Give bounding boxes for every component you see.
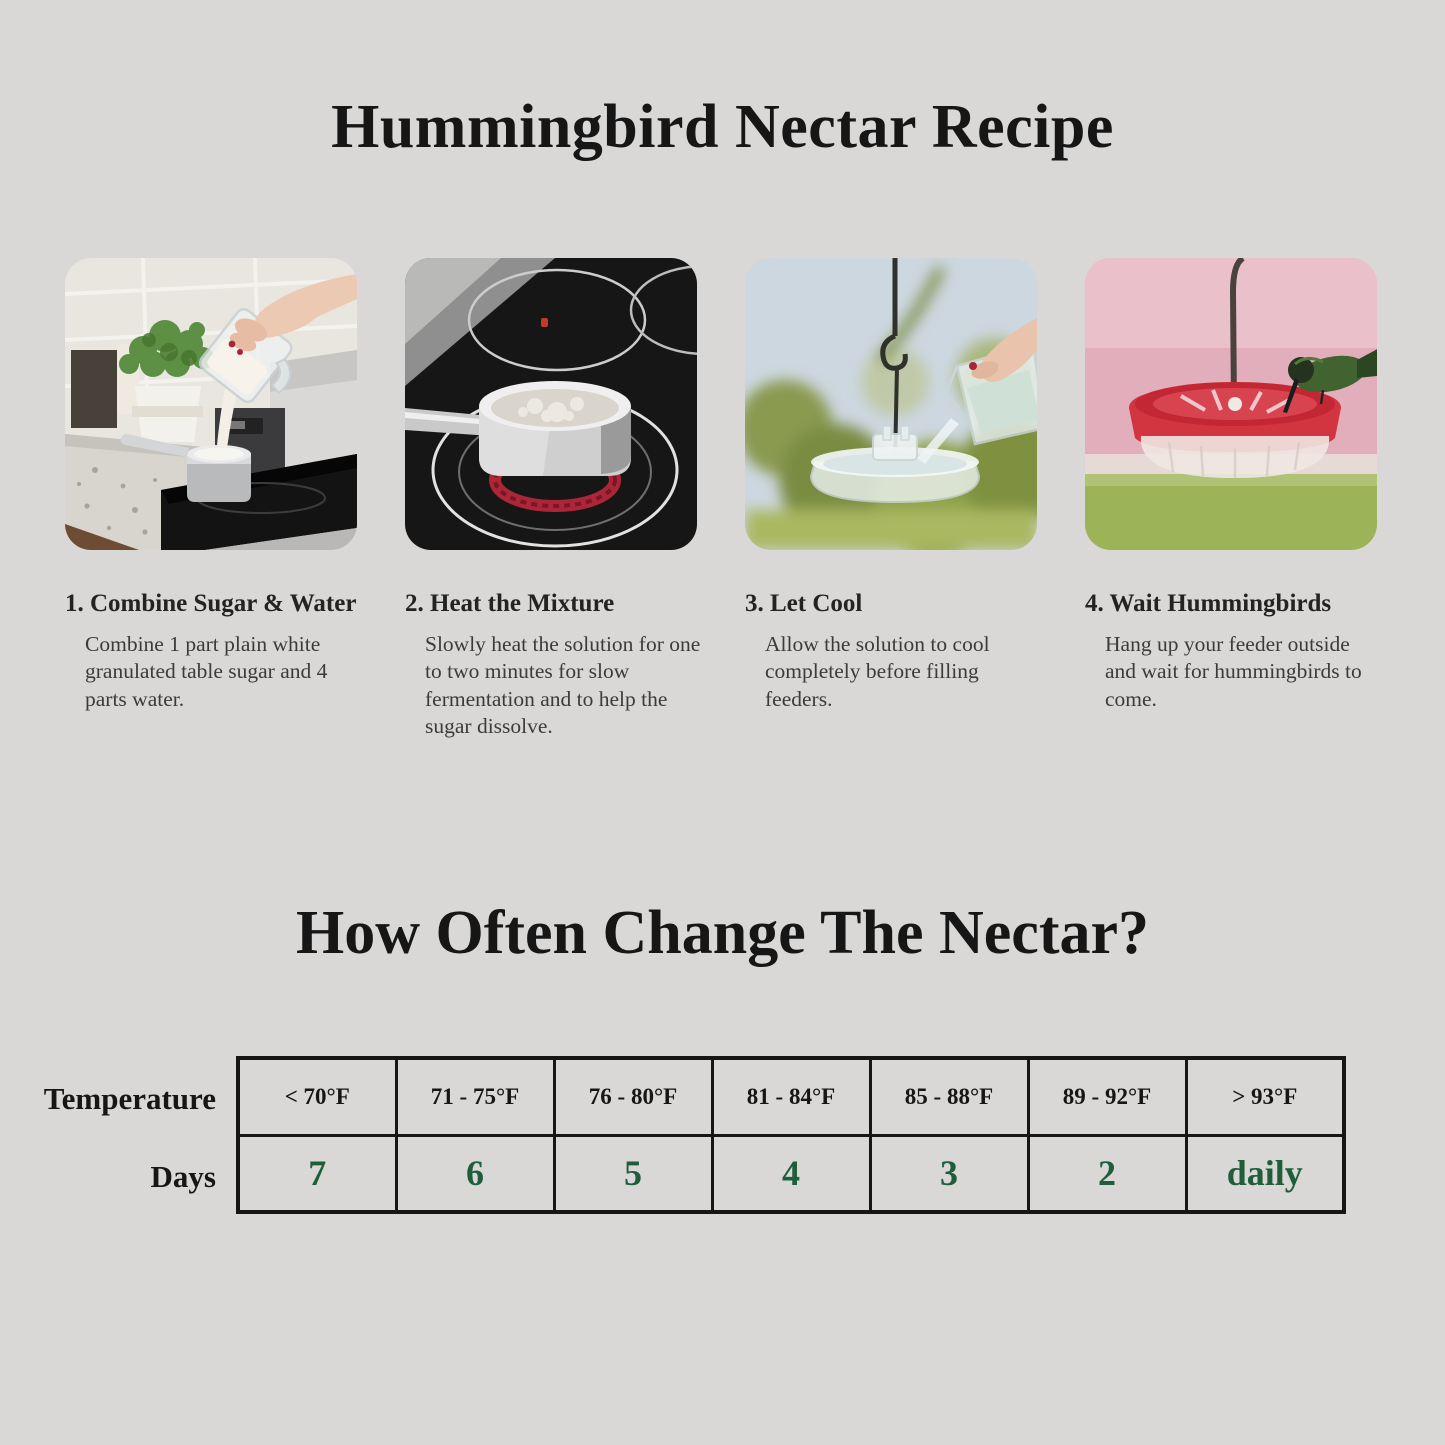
temperature-cell: 81 - 84°F — [712, 1058, 870, 1135]
stovetop-boil-illustration — [405, 258, 697, 550]
step1-photo-pouring-sugar — [65, 258, 357, 550]
step2-heading: 2. Heat the Mixture — [405, 590, 615, 617]
step2-text — [405, 590, 705, 740]
nectar-change-table-area — [30, 1056, 1346, 1216]
temperature-cell: 76 - 80°F — [554, 1058, 712, 1135]
days-cell: daily — [1186, 1135, 1344, 1212]
days-cell: 2 — [1028, 1135, 1186, 1212]
saucepan-icon — [479, 381, 631, 476]
step1-text — [65, 590, 365, 740]
table-row-labels — [30, 1056, 236, 1216]
nectar-change-table — [236, 1056, 1346, 1214]
temperature-row-label: Temperature — [43, 1081, 216, 1116]
step4-body: Hang up your feeder outside and wait for hummingbirds to come. — [1105, 632, 1362, 711]
days-cell: 4 — [712, 1135, 870, 1212]
kitchen-pour-illustration — [65, 258, 357, 550]
step2-body: Slowly heat the solution for one to two minutes for slow fermentation and to help the sugar dissolve. — [425, 632, 701, 738]
page-title: Hummingbird Nectar Recipe — [331, 93, 1114, 161]
section-title: How Often Change The Nectar? — [296, 899, 1149, 967]
step3-body: Allow the solution to cool completely before filling feeders. — [765, 632, 990, 711]
step3-photo-filling-feeder — [745, 258, 1037, 550]
temperature-cell: 85 - 88°F — [870, 1058, 1028, 1135]
temperature-cell: 89 - 92°F — [1028, 1058, 1186, 1135]
days-row-label: Days — [150, 1159, 216, 1194]
temperature-cell: 71 - 75°F — [396, 1058, 554, 1135]
step-texts-row — [65, 590, 1385, 740]
step3-heading: 3. Let Cool — [745, 590, 863, 617]
red-feeder-icon — [1129, 382, 1341, 478]
step1-body: Combine 1 part plain white granulated table sugar and 4 parts water. — [85, 632, 328, 711]
step2-photo-boiling-pan — [405, 258, 697, 550]
temperature-cell: > 93°F — [1186, 1058, 1344, 1135]
hummingbird-feeder-illustration — [1085, 258, 1377, 550]
days-cell: 6 — [396, 1135, 554, 1212]
outdoor-pour-illustration — [745, 258, 1037, 550]
days-cell: 3 — [870, 1135, 1028, 1212]
step4-photo-hummingbird — [1085, 258, 1377, 550]
temperature-cell: < 70°F — [238, 1058, 396, 1135]
step4-heading: 4. Wait Hummingbirds — [1085, 590, 1332, 617]
days-row — [238, 1135, 1344, 1212]
days-cell: 7 — [238, 1135, 396, 1212]
temperature-row — [238, 1058, 1344, 1135]
days-cell: 5 — [554, 1135, 712, 1212]
step3-text — [745, 590, 1045, 740]
step1-heading: 1. Combine Sugar & Water — [65, 590, 357, 617]
step-photos-row — [65, 258, 1377, 550]
step4-text — [1085, 590, 1385, 740]
